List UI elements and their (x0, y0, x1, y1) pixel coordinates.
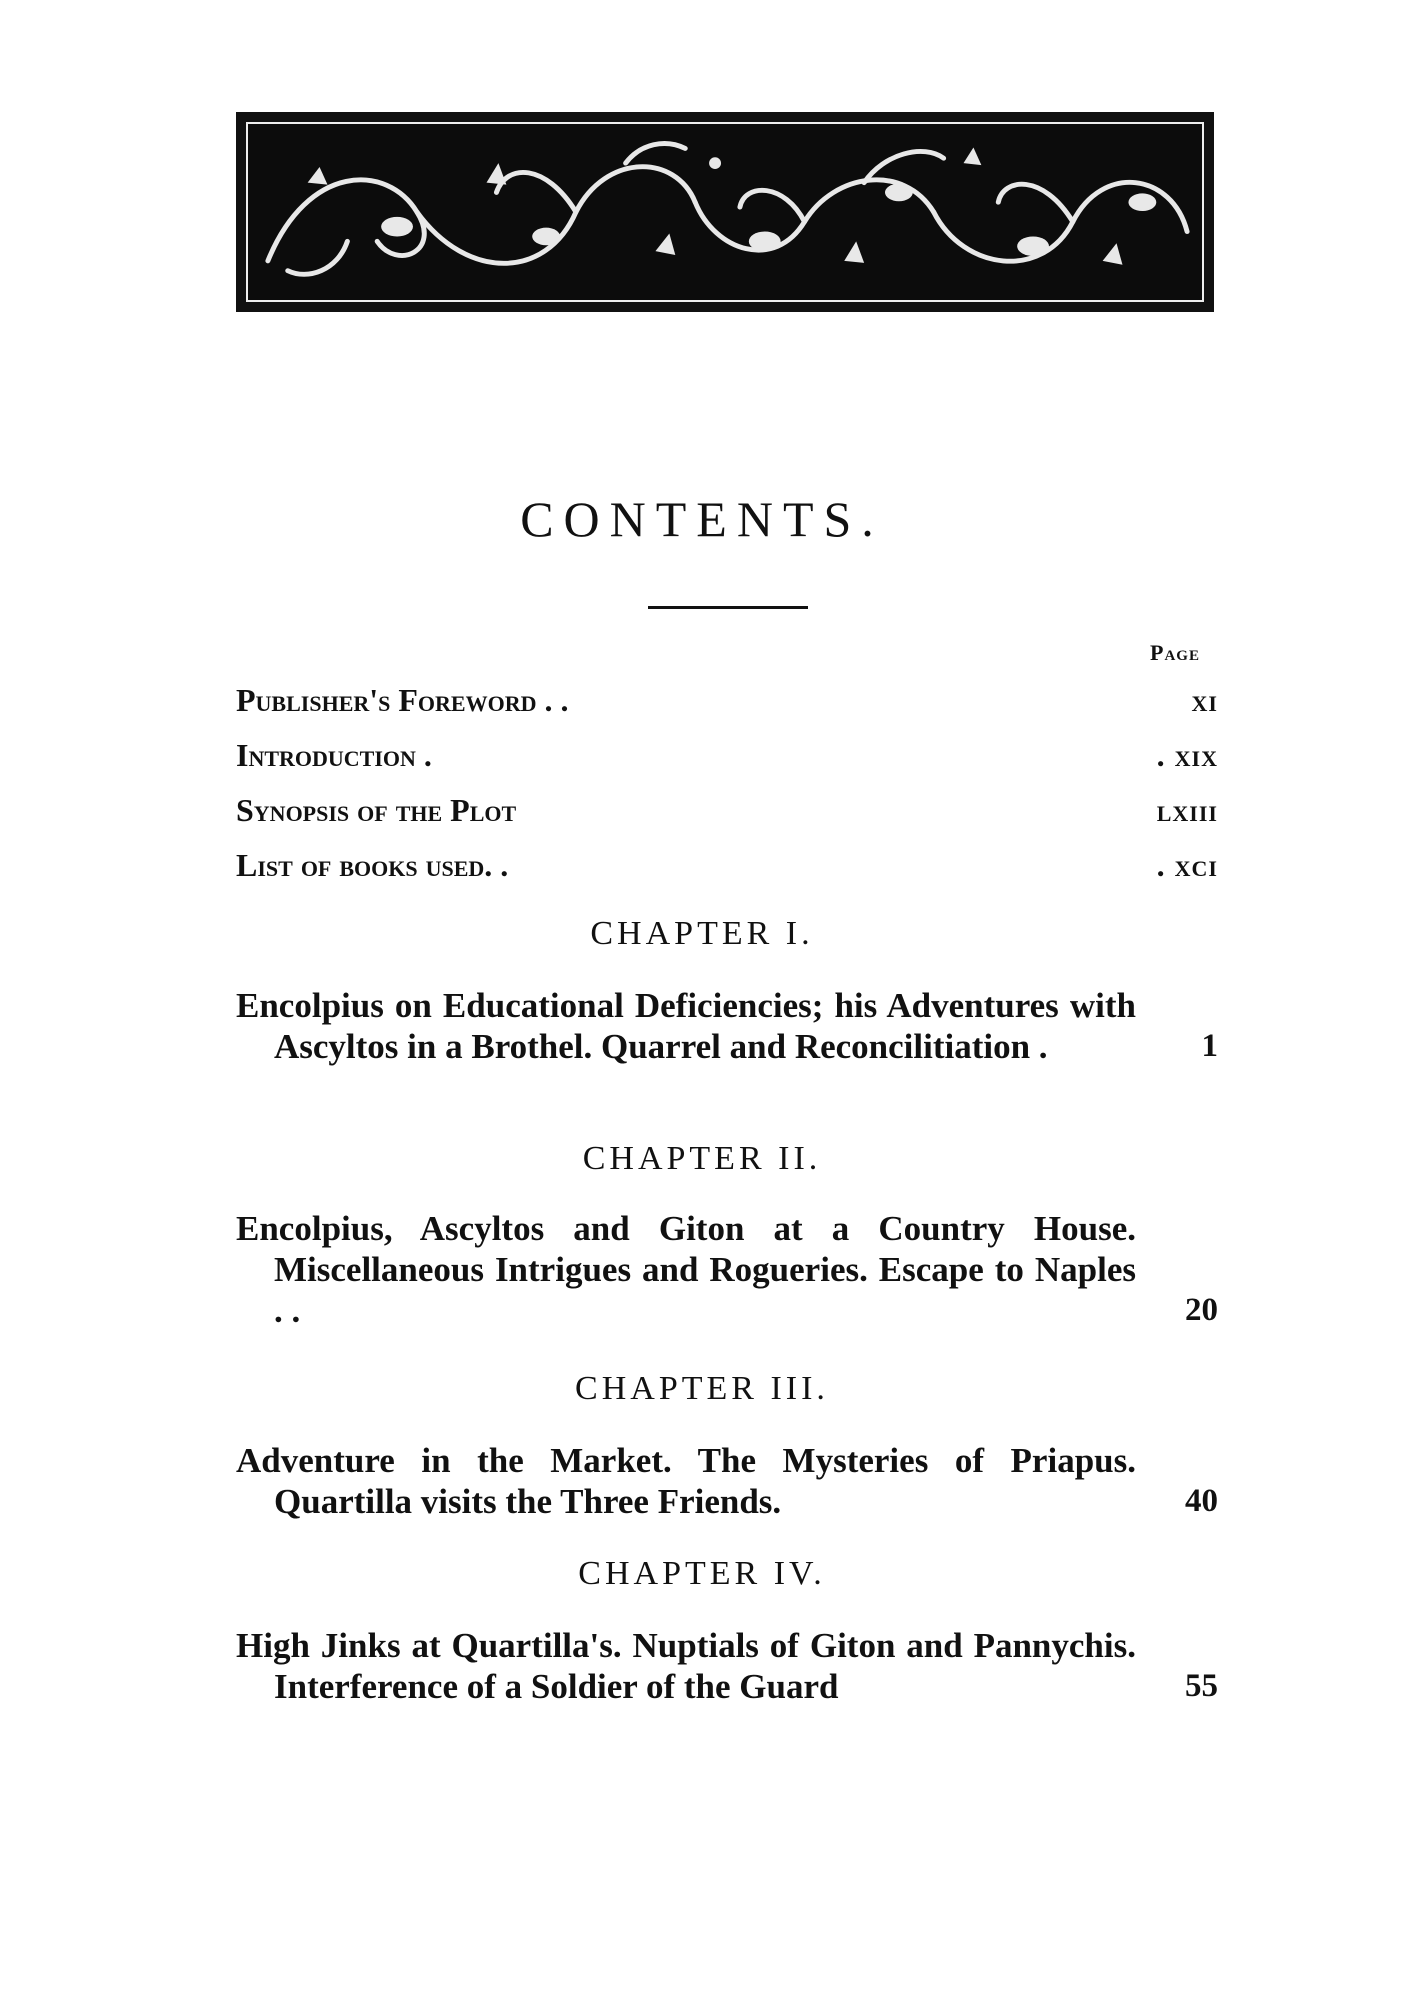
chapter-entry (236, 1208, 1218, 1331)
page-column-label: Page (1150, 640, 1200, 665)
chapter-page: 40 (1185, 1483, 1218, 1519)
front-matter-title: Synopsis of the Plot (236, 792, 517, 828)
front-matter-title: List of books used. . (236, 847, 509, 883)
front-matter-title: Publisher's Foreword . . (236, 682, 569, 718)
chapter-summary: Adventure in the Market. The Mysteries of Priapus. Quartilla visits the Three Friends. (236, 1441, 1136, 1521)
chapter-page: 20 (1185, 1292, 1218, 1328)
page-title: CONTENTS. (520, 491, 884, 547)
front-matter-entry (236, 790, 1218, 830)
chapter-summary: Encolpius on Educational Deficiencies; his Adventures with Ascyltos in a Brothel. Quarrel and Reconcilitiation . (236, 986, 1136, 1066)
front-matter-page: lxiii (1156, 792, 1218, 828)
chapter-heading: CHAPTER I. (590, 915, 814, 952)
front-matter-title: Introduction . (236, 737, 432, 773)
chapter-heading: CHAPTER II. (582, 1140, 822, 1177)
chapter-heading: CHAPTER III. (575, 1370, 829, 1407)
chapter-page: 55 (1185, 1668, 1218, 1704)
chapter-entry (236, 1440, 1218, 1522)
front-matter-entry (236, 845, 1218, 885)
front-matter-entry (236, 735, 1218, 775)
front-matter-entry (236, 680, 1218, 720)
front-matter-page: . xix (1156, 737, 1218, 773)
front-matter-page: xi (1191, 682, 1218, 718)
chapter-entry (236, 985, 1218, 1067)
chapter-summary: High Jinks at Quartilla's. Nuptials of Giton and Pannychis. Interference of a Soldier of the Guard (236, 1626, 1136, 1706)
chapter-entry (236, 1625, 1218, 1707)
ornament-panel (246, 122, 1204, 302)
front-matter-page: . xci (1156, 847, 1218, 883)
chapter-page: 1 (1201, 1028, 1218, 1064)
scroll-ornament-icon (248, 124, 1202, 300)
ornamental-headpiece (236, 112, 1214, 312)
chapter-summary: Encolpius, Ascyltos and Giton at a Country House. Miscellaneous Intrigues and Rogueries. Escape to Naples . . (236, 1209, 1136, 1330)
title-rule-divider (648, 606, 808, 609)
chapter-heading: CHAPTER IV. (578, 1555, 826, 1592)
